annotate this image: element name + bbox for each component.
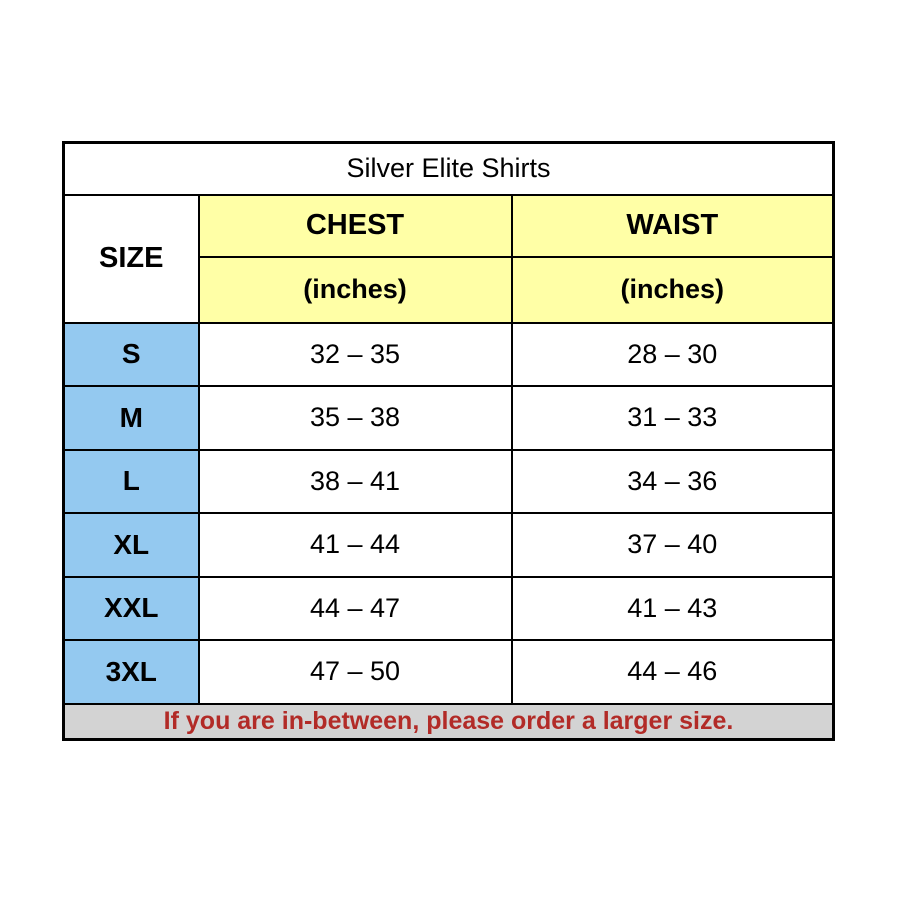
table-row bbox=[64, 640, 834, 704]
chest-range-cell: 47 – 50 bbox=[199, 640, 512, 704]
size-label-cell: XXL bbox=[64, 577, 199, 641]
chest-range-cell: 35 – 38 bbox=[199, 386, 512, 450]
chest-range-cell: 44 – 47 bbox=[199, 577, 512, 641]
size-column-header: SIZE bbox=[64, 195, 199, 323]
table-title: Silver Elite Shirts bbox=[64, 143, 834, 195]
size-label-cell: 3XL bbox=[64, 640, 199, 704]
table-title-row bbox=[64, 143, 834, 195]
size-label-cell: M bbox=[64, 386, 199, 450]
table-row bbox=[64, 513, 834, 577]
waist-unit-header: (inches) bbox=[512, 257, 834, 323]
chest-range-cell: 41 – 44 bbox=[199, 513, 512, 577]
waist-range-cell: 44 – 46 bbox=[512, 640, 834, 704]
waist-range-cell: 41 – 43 bbox=[512, 577, 834, 641]
chest-unit-header: (inches) bbox=[199, 257, 512, 323]
size-label-cell: XL bbox=[64, 513, 199, 577]
table-row bbox=[64, 577, 834, 641]
waist-range-cell: 34 – 36 bbox=[512, 450, 834, 514]
footer-note: If you are in-between, please order a larger size. bbox=[64, 704, 834, 740]
column-header-row bbox=[64, 195, 834, 257]
waist-range-cell: 31 – 33 bbox=[512, 386, 834, 450]
table-row bbox=[64, 386, 834, 450]
waist-range-cell: 37 – 40 bbox=[512, 513, 834, 577]
table-row bbox=[64, 450, 834, 514]
size-label-cell: L bbox=[64, 450, 199, 514]
chest-range-cell: 38 – 41 bbox=[199, 450, 512, 514]
table-row bbox=[64, 323, 834, 387]
waist-range-cell: 28 – 30 bbox=[512, 323, 834, 387]
size-label-cell: S bbox=[64, 323, 199, 387]
waist-column-header: WAIST bbox=[512, 195, 834, 257]
chest-column-header: CHEST bbox=[199, 195, 512, 257]
chest-range-cell: 32 – 35 bbox=[199, 323, 512, 387]
size-chart-table bbox=[62, 141, 835, 741]
footer-row bbox=[64, 704, 834, 740]
